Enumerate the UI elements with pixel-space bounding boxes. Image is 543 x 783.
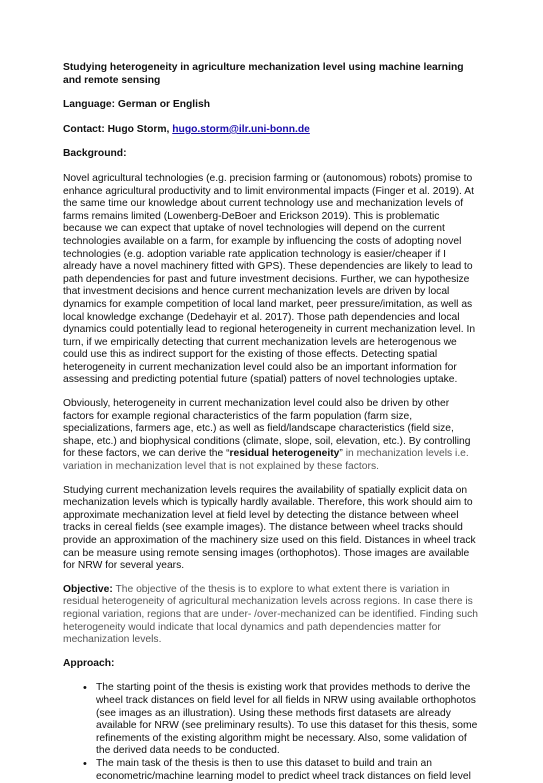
document-page: [63, 62, 481, 783]
background-paragraph-1: Novel agricultural technologies (e.g. precision farming or (autonomous) robots) promise to enhance agricultural productivity and to limit environmental impacts (Finger et al. 2019). At the same time our knowledge about current technology use and mechanization levels of farms remains limited (Lowenberg-DeBoer and Erickson 2019). This is problematic because we can expect that uptake of novel technologies will depend on the current technologies available on a farm, for example by influencing the costs of adopting novel technologies (e.g. adoption variable rate application technology is easier/cheaper if I already have a novel machinery fitted with GPS). These dependencies are likely to lead to path dependencies for past and future investment decisions. Further, we can hypothesize that investment decisions and hence current mechanization levels are driven by local dynamics for example competition of local land market, peer pressure/imitation, as well as local knowledge exchange (Dedehayir et al. 2017). Those path dependencies and local dynamics could potentially lead to regional heterogeneity in current mechanization level. In turn, if we empirically detecting that current mechanization levels are heterogenous we could use this as indirect support for the existing of those effects. Detecting spatial heterogeneity in current mechanization level could also be an important information for assessing and predicting potential future (spatial) patters of novel technologies uptake.: [63, 172, 476, 386]
bg-p2-quote-close: ”: [339, 448, 346, 460]
document-title: Studying heterogeneity in agriculture mechanization level using machine learning and remote sensing: [63, 62, 464, 86]
language-line: Language: German or English: [63, 99, 211, 111]
contact-email-link[interactable]: hugo.storm@ilr.uni-bonn.de: [172, 123, 310, 135]
bg-p2-muted-text: in mechanization levels i.e. variation in mechanization level that is not explained by these factors.: [63, 448, 469, 473]
list-item: • The starting point of the thesis is existing work that provides methods to derive the wheel track distances on field level for all fields in NRW using available orthophotos (see images as an illustration). Using these methods first datasets are already available for NRW (see preliminary results). To use this dataset for this thesis, some refinements of the existing algorithm might be necessary. Also, some validation of the derived data needs to be conducted.: [96, 682, 481, 758]
objective-label: Objective:: [63, 583, 113, 595]
background-heading: Background:: [63, 148, 127, 160]
objective-text: The objective of the thesis is to explore to what extent there is variation in residual heterogeneity of agricultural mechanization levels across regions. In case there is regional variation, regions that are under- /over-mechanized can be identified. Finding such heterogeneity would indicate that local dynamics and path dependencies matter for mechanization levels.: [63, 583, 478, 646]
contact-line: [63, 124, 481, 137]
bg-p2-text: Obviously, heterogeneity in current mechanization level could also be driven by other factors for example regional characteristics of the farm population (farm size, specializations, farmers age, etc.) as well as field/landscape characteristics (field size, shape, etc.) and biophysical conditions (climate, slope, soil, elevation, etc.). By controlling for these factors, we can derive the “: [63, 398, 471, 460]
background-paragraph-3: Studying current mechanization levels requires the availability of spatially explicit data on mechanization levels which is typically hardly available. Therefore, this work should aim to approximate mechanization level at field level by detecting the distance between wheel tracks in cereal fields (see example images). The distance between wheel tracks should provide an approximation of the machinery size used on this field. Distances in wheel track can be measure using remote sensing images (orthophotos). Those images are available for NRW for several years.: [63, 484, 476, 572]
background-paragraph-2: [63, 398, 481, 474]
objective-paragraph: [63, 584, 481, 647]
residual-heterogeneity-term: residual heterogeneity: [229, 448, 340, 460]
list-item: • The main task of the thesis is then to use this dataset to build and train an econometric/machine learning model to predict wheel track distances on field level: [96, 758, 481, 783]
contact-prefix: Contact: Hugo Storm,: [63, 123, 173, 135]
approach-heading: Approach:: [63, 657, 115, 669]
